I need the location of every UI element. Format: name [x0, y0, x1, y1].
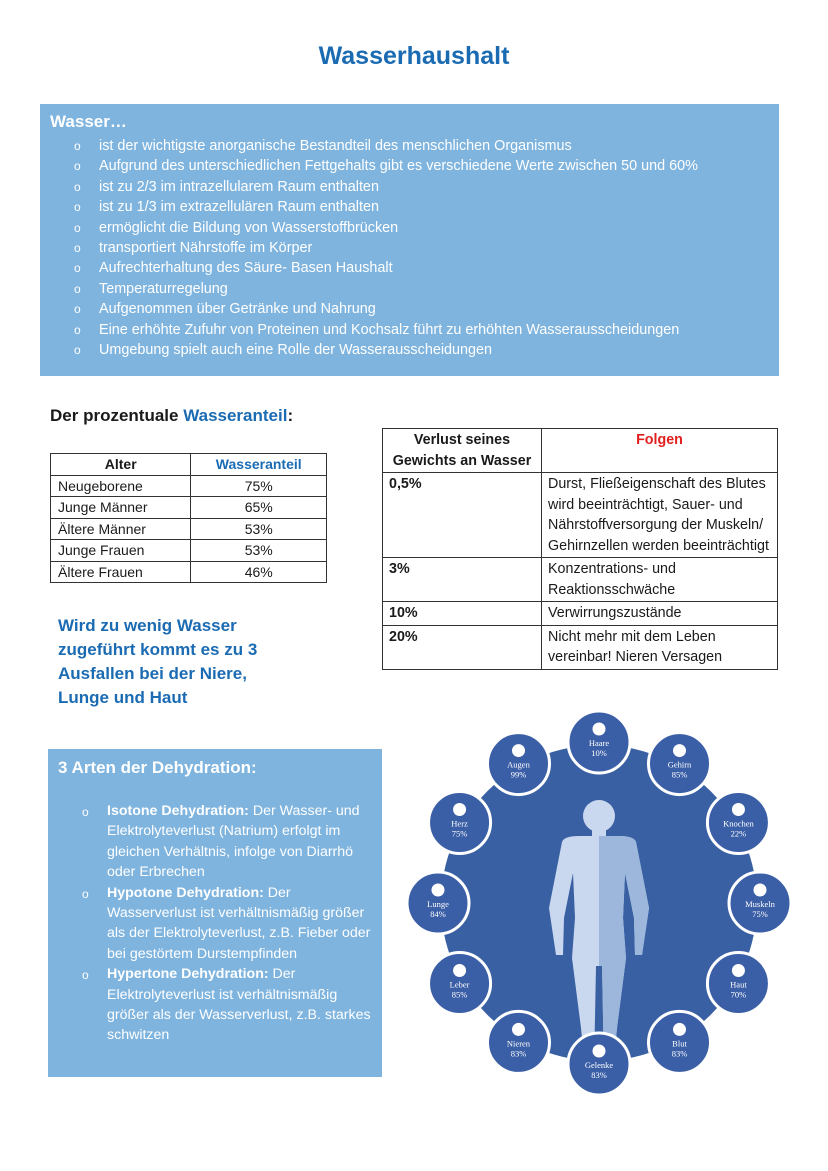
organ-label: Augen — [507, 759, 530, 770]
dehydration-types-list — [82, 801, 378, 1046]
organ-node-eye — [488, 733, 550, 795]
organ-node-liver — [429, 953, 491, 1015]
organ-label: Lunge — [427, 899, 449, 909]
column-header-share: Wasseranteil — [191, 454, 327, 476]
table-row: 3% Konzentrations- und Reaktionsschwäche — [383, 558, 778, 602]
organ-value: 83% — [671, 1048, 688, 1059]
list-item: o Aufrechterhaltung des Säure- Basen Haushalt — [74, 258, 698, 278]
body-water-diagram — [404, 708, 794, 1098]
bullet-icon: o — [74, 241, 81, 256]
table-row: 20% Nicht mehr mit dem Leben vereinbar! Nieren Versagen — [383, 625, 778, 669]
column-header-age: Alter — [51, 454, 191, 476]
bullet-icon: o — [82, 968, 89, 983]
organ-value: 99% — [510, 769, 527, 780]
brain-icon — [673, 744, 686, 757]
organ-node-heart — [429, 792, 491, 854]
list-item: o Isotone Dehydration: Der Wasser- und Elektrolyteverlust (Natrium) erfolgt im gleichen Verhältnis, infolge von Diarrhö oder Erbrechen — [82, 801, 378, 883]
organ-label: Herz — [451, 818, 468, 829]
water-facts-box — [40, 104, 779, 376]
bullet-icon: o — [74, 343, 81, 358]
bullet-icon: o — [74, 322, 81, 337]
table-header-row — [51, 454, 327, 476]
organ-node-bone — [707, 792, 769, 854]
bullet-icon: o — [74, 179, 81, 194]
list-item: o Umgebung spielt auch eine Rolle der Wasserausscheidungen — [74, 340, 698, 360]
list-item: o ist zu 1/3 im extrazellulären Raum enthalten — [74, 197, 698, 217]
bullet-icon: o — [82, 886, 89, 901]
list-item: o Hypotone Dehydration: Der Wasserverlust ist verhältnismäßig größer als der Elektrolyteverlust, z.B. Fieber oder bei gestörtem Durstempfinden — [82, 883, 378, 965]
organ-value: 10% — [591, 748, 607, 758]
skin-icon — [732, 964, 745, 977]
list-item: o ist der wichtigste anorganische Bestandteil des menschlichen Organismus — [74, 136, 698, 156]
organ-label: Haare — [588, 738, 610, 748]
organ-value: 70% — [730, 989, 747, 1000]
column-header-loss: Verlust seines Gewichts an Wasser — [383, 429, 542, 473]
organ-label: Muskeln — [745, 899, 775, 909]
organ-value: 85% — [451, 989, 468, 1000]
eye-icon — [512, 744, 525, 757]
hair-icon — [593, 723, 606, 736]
lung-icon — [432, 884, 445, 897]
table-row: Ältere Männer 53% — [51, 518, 327, 540]
bone-icon — [732, 803, 745, 816]
organ-value: 85% — [671, 769, 688, 780]
table-row: 0,5% Durst, Fließeigenschaft des Blutes wird beeinträchtigt, Sauer- und Nährstoffversorgung der Muskeln/ Gehirnzellen werden beeinträchtigt — [383, 473, 778, 558]
dehydration-warning: Wird zu wenig Wasser zugeführt kommt es zu 3 Ausfallen bei der Niere, Lunge und Haut — [58, 616, 258, 707]
organ-node-lung — [407, 872, 469, 934]
organ-label: Blut — [672, 1038, 687, 1049]
table-row: 10% Verwirrungszustände — [383, 602, 778, 626]
table-row: Ältere Frauen 46% — [51, 561, 327, 583]
organ-label: Leber — [449, 979, 470, 990]
bullet-icon: o — [74, 159, 81, 174]
organ-node-joint — [568, 1033, 630, 1095]
table-row: Neugeborene 75% — [51, 475, 327, 497]
bullet-icon: o — [82, 805, 89, 819]
organ-label: Knochen — [723, 818, 754, 829]
organ-value: 83% — [510, 1048, 527, 1059]
table-header-row — [383, 429, 778, 473]
bullet-icon: o — [74, 302, 81, 317]
water-facts-heading: Wasser… — [50, 112, 127, 131]
organ-node-drop — [649, 1011, 711, 1073]
heart-icon — [453, 803, 466, 816]
muscle-icon — [754, 884, 767, 897]
organ-label: Nieren — [506, 1038, 531, 1049]
organ-node-hair — [568, 711, 630, 773]
organ-node-kidney — [488, 1011, 550, 1073]
drop-icon — [673, 1023, 686, 1036]
bullet-icon: o — [74, 281, 81, 296]
organ-value: 83% — [591, 1070, 607, 1080]
liver-icon — [453, 964, 466, 977]
bullet-icon: o — [74, 220, 81, 235]
body-water-infographic — [404, 708, 794, 1098]
organ-value: 22% — [730, 828, 747, 839]
water-loss-table — [382, 428, 778, 670]
organ-label: Gehirn — [667, 759, 692, 770]
bullet-icon: o — [74, 200, 81, 215]
page-title: Wasserhaushalt — [318, 42, 510, 70]
kidney-icon — [512, 1023, 525, 1036]
list-item: o Hypertone Dehydration: Der Elektrolyteverlust ist verhältnismäßig größer als der Wasserverlust, z.B. starkes schwitzen — [82, 964, 378, 1046]
organ-label: Haut — [730, 979, 747, 990]
table-row: Junge Frauen 53% — [51, 540, 327, 562]
list-item: o Aufgenommen über Getränke und Nahrung — [74, 299, 698, 319]
list-item: o transportiert Nährstoffe im Körper — [74, 238, 698, 258]
column-header-consequences: Folgen — [542, 429, 778, 473]
bullet-icon: o — [74, 261, 81, 276]
joint-icon — [593, 1045, 606, 1058]
dehydration-types-heading: 3 Arten der Dehydration: — [58, 758, 257, 777]
organ-node-skin — [707, 953, 769, 1015]
list-item: o ist zu 2/3 im intrazellularem Raum enthalten — [74, 177, 698, 197]
organ-node-muscle — [729, 872, 791, 934]
organ-value: 75% — [451, 828, 468, 839]
water-share-table — [50, 453, 327, 583]
list-item: o ermöglicht die Bildung von Wasserstoffbrücken — [74, 218, 698, 238]
organ-node-brain — [649, 733, 711, 795]
water-facts-list — [74, 136, 698, 360]
list-item: o Aufgrund des unterschiedlichen Fettgehalts gibt es verschiedene Werte zwischen 50 und 60% — [74, 156, 698, 176]
list-item: o Temperaturregelung — [74, 279, 698, 299]
dehydration-types-box — [48, 749, 382, 1077]
list-item: o Eine erhöhte Zufuhr von Proteinen und Kochsalz führt zu erhöhten Wasserausscheidungen — [74, 320, 698, 340]
organ-value: 84% — [430, 909, 446, 919]
organ-value: 75% — [752, 909, 768, 919]
organ-label: Gelenke — [584, 1060, 614, 1070]
table-row: Junge Männer 65% — [51, 497, 327, 519]
water-share-heading: Der prozentuale Wasseranteil: — [50, 406, 294, 425]
bullet-icon: o — [74, 139, 81, 153]
